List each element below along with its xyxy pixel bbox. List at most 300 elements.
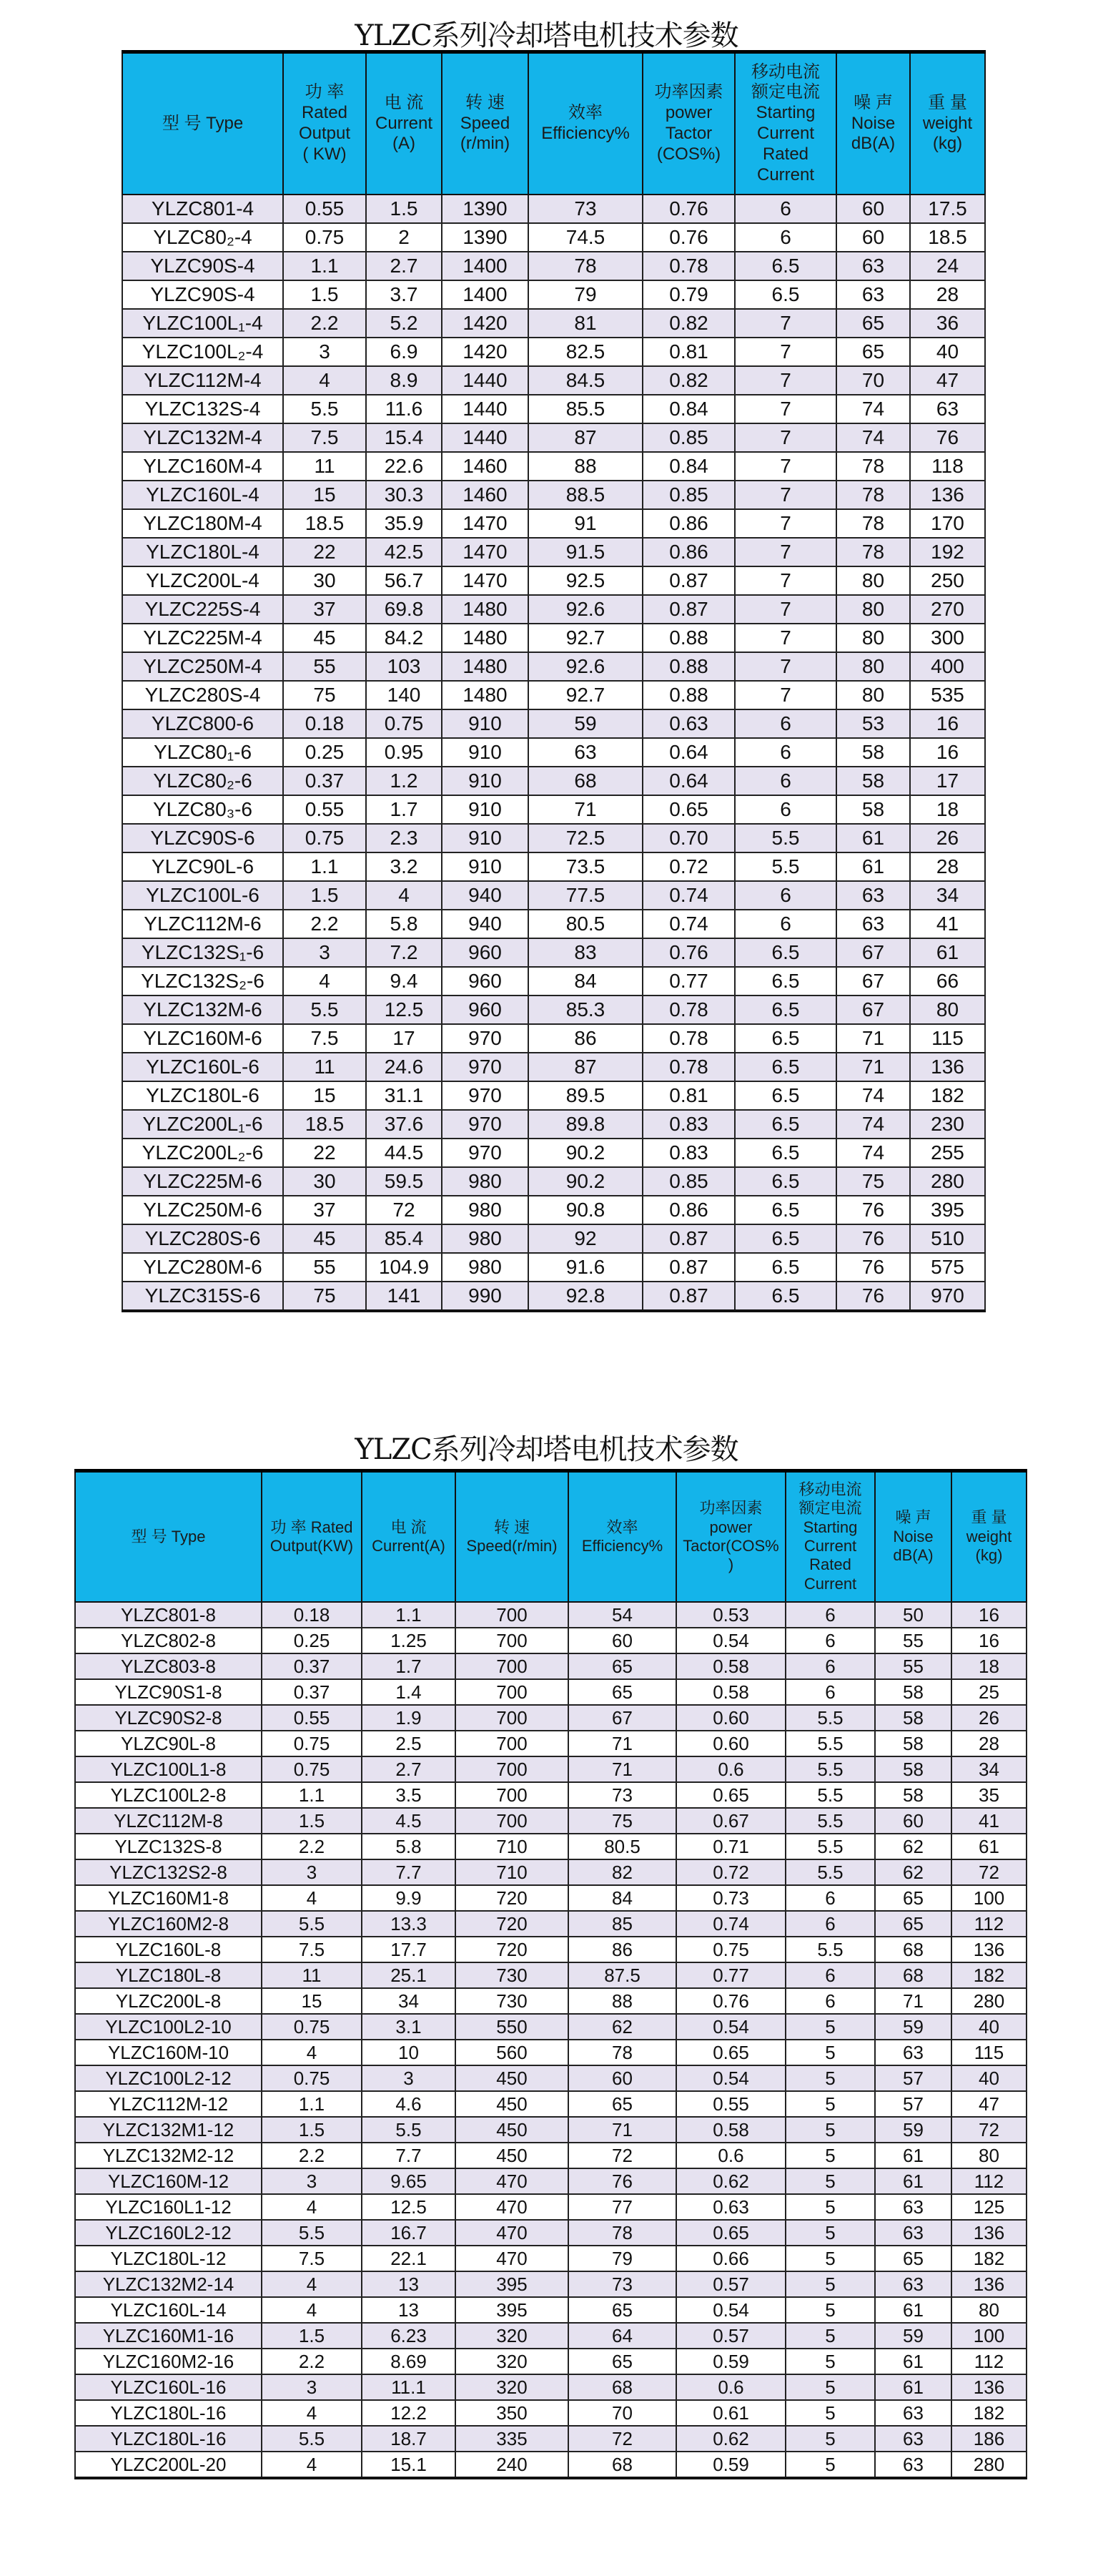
cell-noise: 53 bbox=[836, 709, 910, 738]
cell-current: 37.6 bbox=[366, 1110, 442, 1139]
cell-rated-output: 0.75 bbox=[283, 824, 366, 852]
cell-speed: 470 bbox=[455, 2220, 568, 2246]
cell-current: 22.6 bbox=[366, 452, 442, 481]
cell-noise: 80 bbox=[836, 652, 910, 681]
cell-weight: 40 bbox=[910, 338, 985, 366]
header-efficiency: 效率 Efficiency% bbox=[528, 52, 643, 195]
cell-efficiency: 71 bbox=[568, 1731, 676, 1756]
cell-efficiency: 62 bbox=[568, 2014, 676, 2040]
cell-type: YLZC315S-6 bbox=[122, 1282, 283, 1311]
cell-type: YLZC132S-4 bbox=[122, 395, 283, 423]
cell-power-factor: 0.63 bbox=[643, 709, 735, 738]
cell-starting-current-ratio: 7 bbox=[735, 452, 836, 481]
cell-current: 16.7 bbox=[362, 2220, 455, 2246]
cell-noise: 61 bbox=[875, 2143, 951, 2168]
cell-speed: 700 bbox=[455, 1756, 568, 1782]
cell-weight: 25 bbox=[951, 1679, 1027, 1705]
cell-power-factor: 0.87 bbox=[643, 595, 735, 624]
cell-weight: 270 bbox=[910, 595, 985, 624]
cell-type: YLZC160M2-16 bbox=[75, 2349, 262, 2374]
cell-speed: 730 bbox=[455, 1962, 568, 1988]
cell-type: YLZC112M-8 bbox=[75, 1808, 262, 1834]
table-row bbox=[122, 1196, 985, 1224]
cell-starting-current-ratio: 6 bbox=[786, 1988, 875, 2014]
table-row bbox=[75, 2220, 1027, 2246]
cell-power-factor: 0.86 bbox=[643, 538, 735, 566]
cell-rated-output: 4 bbox=[283, 366, 366, 395]
table-row bbox=[75, 1782, 1027, 1808]
cell-rated-output: 7.5 bbox=[283, 423, 366, 452]
cell-speed: 450 bbox=[455, 2117, 568, 2143]
cell-rated-output: 4 bbox=[262, 2297, 362, 2323]
cell-efficiency: 79 bbox=[568, 2246, 676, 2271]
cell-efficiency: 84 bbox=[568, 1885, 676, 1911]
cell-starting-current-ratio: 6 bbox=[735, 195, 836, 223]
table-row bbox=[122, 709, 985, 738]
cell-rated-output: 18.5 bbox=[283, 1110, 366, 1139]
cell-current: 2.7 bbox=[366, 252, 442, 280]
cell-weight: 17 bbox=[910, 767, 985, 795]
cell-weight: 280 bbox=[951, 2452, 1027, 2478]
cell-power-factor: 0.81 bbox=[643, 338, 735, 366]
table-row bbox=[122, 910, 985, 938]
cell-power-factor: 0.78 bbox=[643, 1053, 735, 1081]
cell-rated-output: 0.75 bbox=[262, 2014, 362, 2040]
cell-rated-output: 15 bbox=[283, 1081, 366, 1110]
table-row bbox=[122, 366, 985, 395]
table-row bbox=[122, 1024, 985, 1053]
cell-weight: 136 bbox=[951, 2220, 1027, 2246]
cell-type: YLZC180L-16 bbox=[75, 2426, 262, 2452]
table-row bbox=[75, 1859, 1027, 1885]
cell-weight: 16 bbox=[910, 738, 985, 767]
cell-weight: 28 bbox=[910, 280, 985, 309]
header-noise: 噪 声 Noise dB(A) bbox=[836, 52, 910, 195]
cell-weight: 16 bbox=[951, 1602, 1027, 1628]
table-row bbox=[75, 2040, 1027, 2065]
cell-current: 103 bbox=[366, 652, 442, 681]
cell-power-factor: 0.65 bbox=[676, 2040, 786, 2065]
cell-speed: 700 bbox=[455, 1705, 568, 1731]
cell-noise: 61 bbox=[875, 2374, 951, 2400]
cell-type: YLZC132S-8 bbox=[75, 1834, 262, 1859]
header-power-factor: 功率因素 power Tactor (COS%) bbox=[643, 52, 735, 195]
cell-speed: 1480 bbox=[442, 652, 528, 681]
cell-efficiency: 65 bbox=[568, 2297, 676, 2323]
cell-noise: 63 bbox=[875, 2271, 951, 2297]
cell-noise: 61 bbox=[875, 2168, 951, 2194]
cell-noise: 78 bbox=[836, 509, 910, 538]
cell-speed: 560 bbox=[455, 2040, 568, 2065]
cell-type: YLZC112M-12 bbox=[75, 2091, 262, 2117]
cell-efficiency: 92 bbox=[528, 1224, 643, 1253]
cell-current: 69.8 bbox=[366, 595, 442, 624]
cell-weight: 182 bbox=[951, 1962, 1027, 1988]
cell-power-factor: 0.77 bbox=[643, 967, 735, 996]
cell-speed: 1390 bbox=[442, 195, 528, 223]
cell-starting-current-ratio: 6.5 bbox=[735, 1024, 836, 1053]
table-row bbox=[75, 2246, 1027, 2271]
cell-speed: 960 bbox=[442, 996, 528, 1024]
cell-rated-output: 75 bbox=[283, 681, 366, 709]
cell-speed: 980 bbox=[442, 1253, 528, 1282]
cell-weight: 170 bbox=[910, 509, 985, 538]
cell-rated-output: 4 bbox=[262, 2040, 362, 2065]
cell-speed: 1440 bbox=[442, 395, 528, 423]
cell-weight: 47 bbox=[951, 2091, 1027, 2117]
cell-efficiency: 87.5 bbox=[568, 1962, 676, 1988]
table-row bbox=[122, 996, 985, 1024]
cell-efficiency: 84.5 bbox=[528, 366, 643, 395]
cell-current: 8.69 bbox=[362, 2349, 455, 2374]
cell-rated-output: 0.75 bbox=[262, 2065, 362, 2091]
cell-noise: 58 bbox=[875, 1679, 951, 1705]
motor-spec-table-1 bbox=[122, 50, 986, 1312]
table-row bbox=[122, 509, 985, 538]
table-row bbox=[122, 738, 985, 767]
cell-efficiency: 80.5 bbox=[568, 1834, 676, 1859]
cell-type: YLZC200L₁-6 bbox=[122, 1110, 283, 1139]
cell-current: 2.7 bbox=[362, 1756, 455, 1782]
header-weight: 重 量 weight (kg) bbox=[951, 1471, 1027, 1603]
table-row bbox=[75, 1679, 1027, 1705]
table-row bbox=[122, 280, 985, 309]
cell-noise: 63 bbox=[875, 2426, 951, 2452]
cell-noise: 65 bbox=[875, 2246, 951, 2271]
cell-noise: 58 bbox=[875, 1782, 951, 1808]
cell-power-factor: 0.64 bbox=[643, 767, 735, 795]
cell-speed: 700 bbox=[455, 1602, 568, 1628]
cell-efficiency: 90.8 bbox=[528, 1196, 643, 1224]
cell-speed: 1470 bbox=[442, 509, 528, 538]
cell-efficiency: 76 bbox=[568, 2168, 676, 2194]
cell-speed: 450 bbox=[455, 2091, 568, 2117]
cell-type: YLZC160M-4 bbox=[122, 452, 283, 481]
cell-power-factor: 0.84 bbox=[643, 395, 735, 423]
cell-speed: 720 bbox=[455, 1911, 568, 1937]
cell-efficiency: 60 bbox=[568, 1628, 676, 1653]
table-row bbox=[75, 2117, 1027, 2143]
cell-rated-output: 2.2 bbox=[283, 309, 366, 338]
cell-power-factor: 0.88 bbox=[643, 652, 735, 681]
motor-spec-table-2 bbox=[74, 1469, 1027, 2479]
cell-power-factor: 0.78 bbox=[643, 996, 735, 1024]
cell-power-factor: 0.74 bbox=[643, 910, 735, 938]
header-row bbox=[122, 52, 985, 195]
cell-current: 1.4 bbox=[362, 1679, 455, 1705]
cell-current: 1.25 bbox=[362, 1628, 455, 1653]
cell-efficiency: 65 bbox=[568, 1653, 676, 1679]
cell-starting-current-ratio: 6 bbox=[735, 910, 836, 938]
cell-starting-current-ratio: 5 bbox=[786, 2065, 875, 2091]
cell-speed: 1480 bbox=[442, 681, 528, 709]
cell-type: YLZC160M1-16 bbox=[75, 2323, 262, 2349]
cell-efficiency: 73.5 bbox=[528, 852, 643, 881]
cell-weight: 136 bbox=[910, 1053, 985, 1081]
cell-weight: 182 bbox=[910, 1081, 985, 1110]
cell-current: 141 bbox=[366, 1282, 442, 1311]
cell-starting-current-ratio: 7 bbox=[735, 509, 836, 538]
cell-rated-output: 3 bbox=[262, 1859, 362, 1885]
cell-type: YLZC280M-6 bbox=[122, 1253, 283, 1282]
cell-current: 5.2 bbox=[366, 309, 442, 338]
cell-type: YLZC200L-8 bbox=[75, 1988, 262, 2014]
cell-type: YLZC160L2-12 bbox=[75, 2220, 262, 2246]
cell-weight: 230 bbox=[910, 1110, 985, 1139]
cell-noise: 58 bbox=[875, 1731, 951, 1756]
cell-noise: 65 bbox=[875, 1911, 951, 1937]
cell-type: YLZC280S-4 bbox=[122, 681, 283, 709]
cell-speed: 990 bbox=[442, 1282, 528, 1311]
cell-type: YLZC80₁-6 bbox=[122, 738, 283, 767]
cell-current: 85.4 bbox=[366, 1224, 442, 1253]
table2-title: YLZC系列冷却塔电机技术参数 bbox=[355, 1433, 738, 1466]
cell-type: YLZC100L₁-4 bbox=[122, 309, 283, 338]
cell-type: YLZC80₂-4 bbox=[122, 223, 283, 252]
cell-type: YLZC225M-6 bbox=[122, 1167, 283, 1196]
table-row bbox=[122, 1282, 985, 1311]
cell-power-factor: 0.76 bbox=[676, 1988, 786, 2014]
cell-weight: 100 bbox=[951, 1885, 1027, 1911]
cell-starting-current-ratio: 7 bbox=[735, 652, 836, 681]
cell-rated-output: 45 bbox=[283, 624, 366, 652]
cell-type: YLZC200L-20 bbox=[75, 2452, 262, 2478]
cell-efficiency: 78 bbox=[568, 2220, 676, 2246]
cell-current: 13 bbox=[362, 2297, 455, 2323]
cell-current: 9.9 bbox=[362, 1885, 455, 1911]
cell-noise: 63 bbox=[836, 881, 910, 910]
cell-noise: 63 bbox=[875, 2452, 951, 2478]
table-row bbox=[75, 1628, 1027, 1653]
cell-current: 1.5 bbox=[366, 195, 442, 223]
header-noise: 噪 声 Noise dB(A) bbox=[875, 1471, 951, 1603]
cell-power-factor: 0.62 bbox=[676, 2426, 786, 2452]
cell-efficiency: 70 bbox=[568, 2400, 676, 2426]
cell-weight: 192 bbox=[910, 538, 985, 566]
cell-efficiency: 73 bbox=[568, 2271, 676, 2297]
cell-current: 7.7 bbox=[362, 2143, 455, 2168]
cell-rated-output: 4 bbox=[262, 2271, 362, 2297]
cell-type: YLZC180L-16 bbox=[75, 2400, 262, 2426]
cell-rated-output: 0.75 bbox=[283, 223, 366, 252]
table1-title: YLZC系列冷却塔电机技术参数 bbox=[355, 19, 738, 52]
cell-noise: 58 bbox=[836, 767, 910, 795]
cell-efficiency: 79 bbox=[528, 280, 643, 309]
cell-efficiency: 72 bbox=[568, 2426, 676, 2452]
cell-rated-output: 5.5 bbox=[262, 2220, 362, 2246]
cell-rated-output: 0.55 bbox=[283, 795, 366, 824]
cell-speed: 1390 bbox=[442, 223, 528, 252]
cell-efficiency: 88.5 bbox=[528, 481, 643, 509]
cell-current: 11.6 bbox=[366, 395, 442, 423]
cell-type: YLZC803-8 bbox=[75, 1653, 262, 1679]
cell-speed: 1460 bbox=[442, 481, 528, 509]
cell-starting-current-ratio: 6.5 bbox=[735, 1081, 836, 1110]
cell-weight: 36 bbox=[910, 309, 985, 338]
cell-current: 2.5 bbox=[362, 1731, 455, 1756]
cell-efficiency: 71 bbox=[568, 1756, 676, 1782]
cell-rated-output: 3 bbox=[283, 338, 366, 366]
header-type: 型 号 Type bbox=[122, 52, 283, 195]
cell-power-factor: 0.76 bbox=[643, 195, 735, 223]
cell-starting-current-ratio: 6 bbox=[786, 1885, 875, 1911]
cell-power-factor: 0.85 bbox=[643, 423, 735, 452]
cell-speed: 320 bbox=[455, 2349, 568, 2374]
cell-current: 13 bbox=[362, 2271, 455, 2297]
table-row bbox=[75, 1731, 1027, 1756]
cell-noise: 74 bbox=[836, 1081, 910, 1110]
cell-power-factor: 0.65 bbox=[676, 2220, 786, 2246]
table-row bbox=[122, 481, 985, 509]
cell-weight: 18.5 bbox=[910, 223, 985, 252]
cell-efficiency: 59 bbox=[528, 709, 643, 738]
cell-type: YLZC90L-8 bbox=[75, 1731, 262, 1756]
cell-starting-current-ratio: 6 bbox=[735, 709, 836, 738]
cell-current: 17 bbox=[366, 1024, 442, 1053]
table-row bbox=[75, 2271, 1027, 2297]
cell-rated-output: 5.5 bbox=[262, 2426, 362, 2452]
cell-current: 15.1 bbox=[362, 2452, 455, 2478]
header-speed: 转 速 Speed (r/min) bbox=[442, 52, 528, 195]
cell-efficiency: 54 bbox=[568, 1602, 676, 1628]
cell-weight: 41 bbox=[910, 910, 985, 938]
cell-type: YLZC160M2-8 bbox=[75, 1911, 262, 1937]
cell-noise: 78 bbox=[836, 452, 910, 481]
cell-efficiency: 89.8 bbox=[528, 1110, 643, 1139]
cell-power-factor: 0.78 bbox=[643, 252, 735, 280]
cell-starting-current-ratio: 5.5 bbox=[786, 1756, 875, 1782]
cell-speed: 1460 bbox=[442, 452, 528, 481]
cell-power-factor: 0.55 bbox=[676, 2091, 786, 2117]
cell-noise: 65 bbox=[875, 1885, 951, 1911]
table-row bbox=[122, 223, 985, 252]
cell-power-factor: 0.79 bbox=[643, 280, 735, 309]
cell-efficiency: 88 bbox=[528, 452, 643, 481]
cell-speed: 1400 bbox=[442, 252, 528, 280]
table-row bbox=[75, 1602, 1027, 1628]
cell-power-factor: 0.65 bbox=[676, 1782, 786, 1808]
cell-rated-output: 0.37 bbox=[283, 767, 366, 795]
cell-efficiency: 77 bbox=[568, 2194, 676, 2220]
cell-rated-output: 22 bbox=[283, 538, 366, 566]
cell-noise: 74 bbox=[836, 1139, 910, 1167]
cell-type: YLZC90S2-8 bbox=[75, 1705, 262, 1731]
cell-weight: 16 bbox=[951, 1628, 1027, 1653]
cell-noise: 74 bbox=[836, 395, 910, 423]
cell-type: YLZC160L-16 bbox=[75, 2374, 262, 2400]
cell-noise: 60 bbox=[836, 195, 910, 223]
cell-current: 12.5 bbox=[366, 996, 442, 1024]
cell-type: YLZC132S₂-6 bbox=[122, 967, 283, 996]
cell-noise: 50 bbox=[875, 1602, 951, 1628]
cell-rated-output: 1.1 bbox=[283, 252, 366, 280]
cell-type: YLZC160L1-12 bbox=[75, 2194, 262, 2220]
header-rated-output: 功 率 Rated Output ( KW) bbox=[283, 52, 366, 195]
cell-starting-current-ratio: 5 bbox=[786, 2117, 875, 2143]
cell-starting-current-ratio: 6.5 bbox=[735, 1110, 836, 1139]
cell-starting-current-ratio: 5 bbox=[786, 2194, 875, 2220]
cell-noise: 57 bbox=[875, 2065, 951, 2091]
cell-starting-current-ratio: 7 bbox=[735, 309, 836, 338]
header-current: 电 流 Current(A) bbox=[362, 1471, 455, 1603]
cell-power-factor: 0.74 bbox=[643, 881, 735, 910]
cell-starting-current-ratio: 7 bbox=[735, 423, 836, 452]
cell-weight: 72 bbox=[951, 1859, 1027, 1885]
cell-weight: 575 bbox=[910, 1253, 985, 1282]
cell-speed: 970 bbox=[442, 1081, 528, 1110]
cell-rated-output: 2.2 bbox=[262, 1834, 362, 1859]
cell-starting-current-ratio: 6.5 bbox=[735, 1167, 836, 1196]
table-row bbox=[122, 566, 985, 595]
cell-current: 44.5 bbox=[366, 1139, 442, 1167]
cell-rated-output: 0.37 bbox=[262, 1653, 362, 1679]
cell-noise: 67 bbox=[836, 967, 910, 996]
cell-power-factor: 0.87 bbox=[643, 1224, 735, 1253]
cell-weight: 34 bbox=[910, 881, 985, 910]
cell-rated-output: 4 bbox=[262, 2400, 362, 2426]
cell-type: YLZC80₂-6 bbox=[122, 767, 283, 795]
cell-current: 2.3 bbox=[366, 824, 442, 852]
cell-speed: 970 bbox=[442, 1139, 528, 1167]
cell-rated-output: 4 bbox=[283, 967, 366, 996]
table-row bbox=[75, 2014, 1027, 2040]
cell-rated-output: 1.5 bbox=[262, 2117, 362, 2143]
cell-weight: 80 bbox=[951, 2297, 1027, 2323]
table-row bbox=[122, 1081, 985, 1110]
cell-starting-current-ratio: 5 bbox=[786, 2143, 875, 2168]
table-row bbox=[122, 767, 985, 795]
cell-weight: 17.5 bbox=[910, 195, 985, 223]
cell-rated-output: 30 bbox=[283, 566, 366, 595]
cell-efficiency: 92.6 bbox=[528, 595, 643, 624]
cell-starting-current-ratio: 6 bbox=[735, 223, 836, 252]
cell-weight: 26 bbox=[951, 1705, 1027, 1731]
cell-speed: 980 bbox=[442, 1167, 528, 1196]
cell-starting-current-ratio: 5.5 bbox=[786, 1782, 875, 1808]
cell-type: YLZC801-8 bbox=[75, 1602, 262, 1628]
cell-starting-current-ratio: 7 bbox=[735, 395, 836, 423]
cell-type: YLZC160M-12 bbox=[75, 2168, 262, 2194]
table-row bbox=[75, 2374, 1027, 2400]
cell-type: YLZC100L₂-4 bbox=[122, 338, 283, 366]
cell-speed: 910 bbox=[442, 767, 528, 795]
cell-current: 104.9 bbox=[366, 1253, 442, 1282]
cell-speed: 450 bbox=[455, 2143, 568, 2168]
cell-noise: 63 bbox=[875, 2194, 951, 2220]
cell-noise: 55 bbox=[875, 1628, 951, 1653]
cell-speed: 1440 bbox=[442, 366, 528, 395]
cell-power-factor: 0.61 bbox=[676, 2400, 786, 2426]
cell-efficiency: 88 bbox=[568, 1988, 676, 2014]
cell-power-factor: 0.81 bbox=[643, 1081, 735, 1110]
cell-type: YLZC160M-10 bbox=[75, 2040, 262, 2065]
cell-current: 2 bbox=[366, 223, 442, 252]
table-row bbox=[122, 538, 985, 566]
table-row bbox=[122, 795, 985, 824]
cell-weight: 24 bbox=[910, 252, 985, 280]
table-row bbox=[75, 1911, 1027, 1937]
cell-speed: 1420 bbox=[442, 338, 528, 366]
cell-noise: 76 bbox=[836, 1253, 910, 1282]
cell-power-factor: 0.87 bbox=[643, 566, 735, 595]
cell-power-factor: 0.82 bbox=[643, 309, 735, 338]
cell-power-factor: 0.58 bbox=[676, 2117, 786, 2143]
cell-starting-current-ratio: 5 bbox=[786, 2220, 875, 2246]
table-row bbox=[122, 1253, 985, 1282]
cell-speed: 960 bbox=[442, 938, 528, 967]
cell-rated-output: 1.5 bbox=[262, 1808, 362, 1834]
cell-efficiency: 92.7 bbox=[528, 624, 643, 652]
